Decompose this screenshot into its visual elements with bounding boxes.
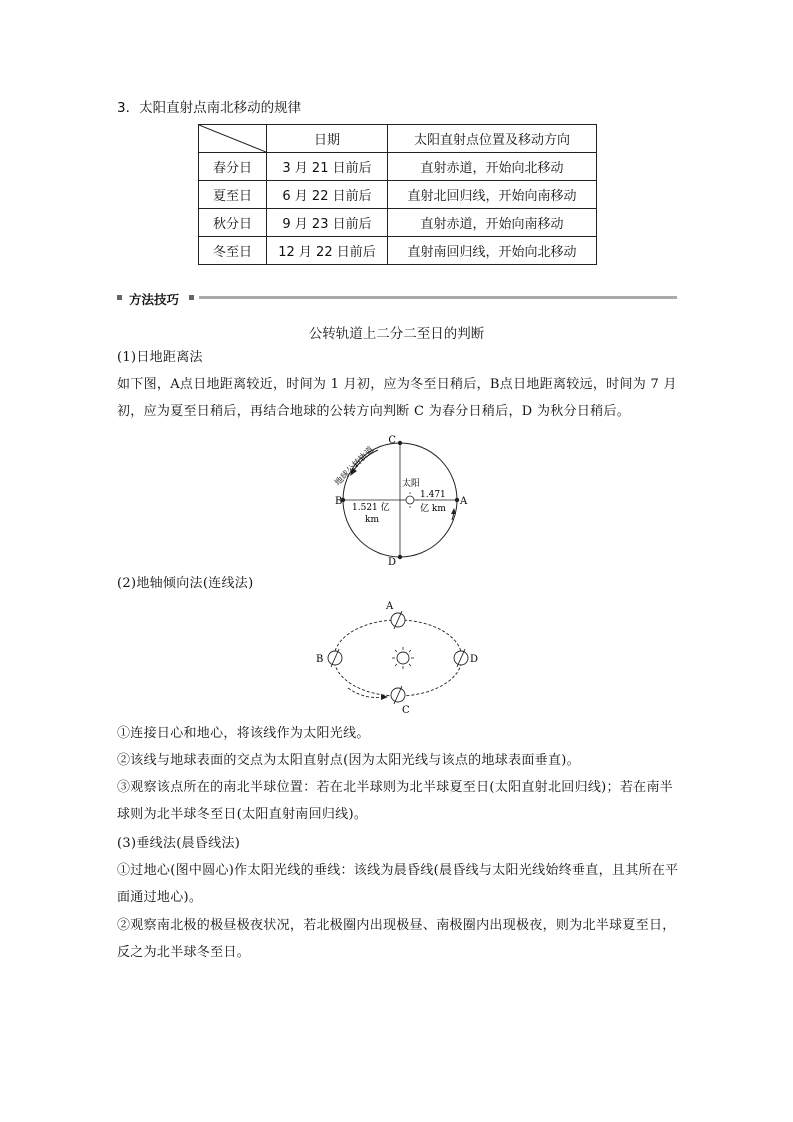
table-cell: 秋分日 xyxy=(199,209,267,237)
label-c: C xyxy=(402,705,410,715)
arrowhead-icon xyxy=(451,508,456,514)
method3-heading: (3)垂线法(晨昏线法) xyxy=(117,836,241,851)
method2-step1: ①连接日心和地心，将该线作为太阳光线。 xyxy=(117,726,370,741)
section-title: 方法技巧 xyxy=(129,292,180,307)
label-b: B xyxy=(335,496,343,507)
earth-b xyxy=(328,649,342,667)
dist-left-unit: km xyxy=(365,515,379,525)
table-cell: 春分日 xyxy=(199,153,267,181)
dist-left-num: 1.521 亿 xyxy=(352,503,390,513)
table-row xyxy=(199,237,597,265)
orbit-distance-figure xyxy=(330,430,480,570)
table-cell: 直射南回归线，开始向北移动 xyxy=(388,237,597,265)
method2-heading: (2)地轴倾向法(连线法) xyxy=(117,576,254,591)
table-header-row xyxy=(199,125,597,153)
label-a: A xyxy=(460,496,468,507)
method2-step2: ②该线与地球表面的交点为太阳直射点(因为太阳光线与该点的地球表面垂直)。 xyxy=(117,753,580,768)
method3-step2: ②观察南北极的极昼极夜状况，若北极圈内出现极昼、南极圈内出现极夜，则为北半球夏至日，反之为北半球冬至日。 xyxy=(117,918,676,960)
earth-c xyxy=(391,686,405,704)
divider-line-art xyxy=(117,291,677,305)
table-cell: 直射赤道，开始向北移动 xyxy=(388,153,597,181)
section-divider xyxy=(117,291,677,305)
dist-right-unit: 亿 km xyxy=(420,504,446,514)
header-position: 太阳直射点位置及移动方向 xyxy=(388,125,597,153)
table-row xyxy=(199,209,597,237)
point-c-dot xyxy=(398,441,402,445)
table-cell: 9 月 23 日前后 xyxy=(267,209,388,237)
method2-step3: ③观察该点所在的南北半球位置：若在北半球则为北半球夏至日(太阳直射北回归线)；若在南半球则为北半球冬至日(太阳直射南回归线)。 xyxy=(117,780,674,822)
method1-text: 如下图，A点日地距离较近，时间为 1 月初，应为冬至日稍后，B点日地距离较远，时间为 7 月初，应为夏至日稍后，再结合地球的公转方向判断 C 为春分日稍后，D 为秋分日稍后。 xyxy=(117,377,677,419)
label-a: A xyxy=(386,601,394,612)
table-cell: 直射北回归线，开始向南移动 xyxy=(388,181,597,209)
dist-right-num: 1.471 xyxy=(420,490,446,500)
header-date: 日期 xyxy=(267,125,388,153)
arrowhead-icon xyxy=(381,694,388,700)
table-cell: 12 月 22 日前后 xyxy=(267,237,388,265)
label-d: D xyxy=(387,557,396,568)
sun-label: 太阳 xyxy=(402,479,421,489)
table-cell: 夏至日 xyxy=(199,181,267,209)
diagonal-line xyxy=(199,125,266,152)
orbit-direction-arrow xyxy=(348,688,385,698)
label-c: C xyxy=(388,435,396,446)
earth-d xyxy=(454,649,468,667)
point-a-dot xyxy=(455,498,459,502)
label-d: D xyxy=(470,654,479,665)
orbit-label: 地球公转轨道 xyxy=(333,444,377,489)
table-cell: 冬至日 xyxy=(199,237,267,265)
sun-icon xyxy=(392,647,414,669)
solar-point-table xyxy=(198,124,597,265)
table-cell: 3 月 21 日前后 xyxy=(267,153,388,181)
table-row xyxy=(199,153,597,181)
diagonal-header-cell xyxy=(199,125,267,153)
point-d-dot xyxy=(398,555,402,559)
label-b: B xyxy=(316,654,324,665)
table-cell: 6 月 22 日前后 xyxy=(267,181,388,209)
axis-tilt-figure xyxy=(310,600,485,715)
method3-step1: ①过地心(图中圆心)作太阳光线的垂线：该线为晨昏线(晨昏线与太阳光线始终垂直，且其所在平面通过地心)。 xyxy=(117,863,679,905)
page-title: 公转轨道上二分二至日的判断 xyxy=(308,326,485,342)
table-cell: 直射赤道，开始向南移动 xyxy=(388,209,597,237)
table-row xyxy=(199,181,597,209)
method1-heading: (1)日地距离法 xyxy=(117,350,203,365)
earth-a xyxy=(391,611,405,629)
heading-sun-movement: 3．太阳直射点南北移动的规律 xyxy=(117,100,302,116)
